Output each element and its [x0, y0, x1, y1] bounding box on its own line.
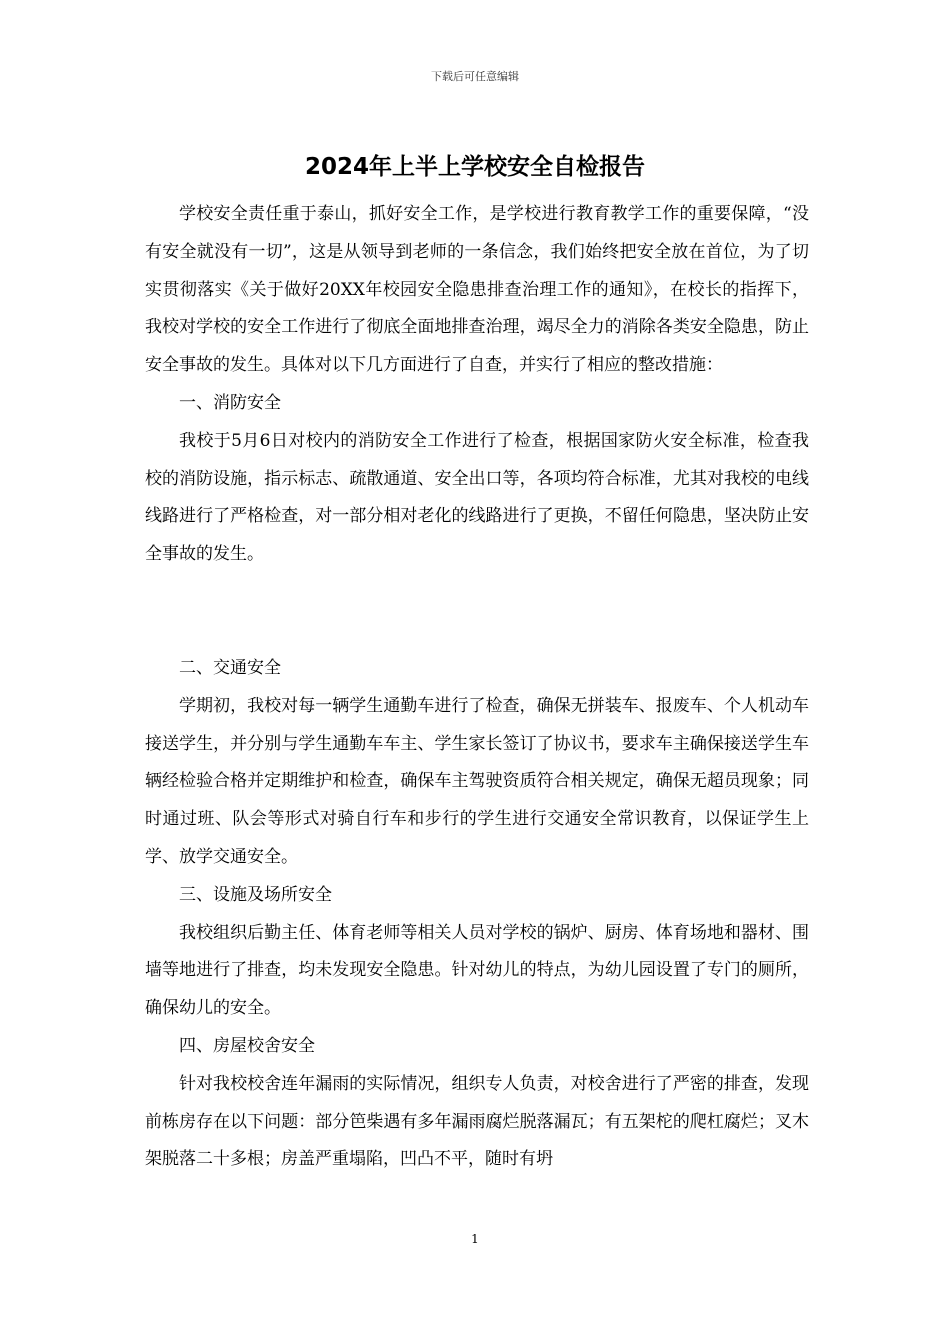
document-body: [145, 196, 809, 1179]
section-heading-fire-safety: 一、消防安全: [179, 392, 281, 413]
blank-gap: [145, 574, 809, 650]
document-title: 2024年上半上学校安全自检报告: [304, 154, 645, 180]
section-heading-facility-safety: 三、设施及场所安全: [179, 884, 332, 905]
paragraph-fire-safety: 我校于5月6日对校内的消防安全工作进行了检查，根据国家防火安全标准，检查我校的消防设施，指示标志、疏散通道、安全出口等，各项均符合标准，尤其对我校的电线线路进行了严格检查，对一部分相对老化的线路进行了更换，不留任何隐患，坚决防止安全事故的发生。: [145, 430, 809, 565]
paragraph-intro: 学校安全责任重于泰山，抓好安全工作，是学校进行教育教学工作的重要保障，“没有安全就没有一切”，这是从领导到老师的一条信念，我们始终把安全放在首位，为了切实贯彻落实《关于做好20XX年校园安全隐患排查治理工作的通知》，在校长的指挥下，我校对学校的安全工作进行了彻底全面地排查治理，竭尽全力的消除各类安全隐患，防止安全事故的发生。具体对以下几方面进行了自查，并实行了相应的整改措施：: [145, 204, 809, 376]
paragraph-building-safety: 针对我校校舍连年漏雨的实际情况，组织专人负责，对校舍进行了严密的排查，发现前栋房存在以下问题：部分笆柴遇有多年漏雨腐烂脱落漏瓦；有五架柁的爬杠腐烂；叉木架脱落二十多根；房盖严重塌陷，凹凸不平，随时有坍: [145, 1073, 809, 1170]
section-heading-traffic-safety: 二、交通安全: [179, 657, 281, 678]
page-number: 1: [471, 1232, 479, 1246]
paragraph-traffic-safety: 学期初，我校对每一辆学生通勤车进行了检查，确保无拼装车、报废车、个人机动车接送学生，并分别与学生通勤车车主、学生家长签订了协议书，要求车主确保接送学生车辆经检验合格并定期维护和检查，确保车主驾驶资质符合相关规定，确保无超员现象；同时通过班、队会等形式对骑自行车和步行的学生进行交通安全常识教育，以保证学生上学、放学交通安全。: [145, 695, 809, 867]
header-note: 下载后可任意编辑: [431, 70, 519, 83]
paragraph-facility-safety: 我校组织后勤主任、体育老师等相关人员对学校的锅炉、厨房、体育场地和器材、围墙等地进行了排查，均未发现安全隐患。针对幼儿的特点，为幼儿园设置了专门的厕所，确保幼儿的安全。: [145, 922, 809, 1019]
section-heading-building-safety: 四、房屋校舍安全: [179, 1035, 315, 1056]
